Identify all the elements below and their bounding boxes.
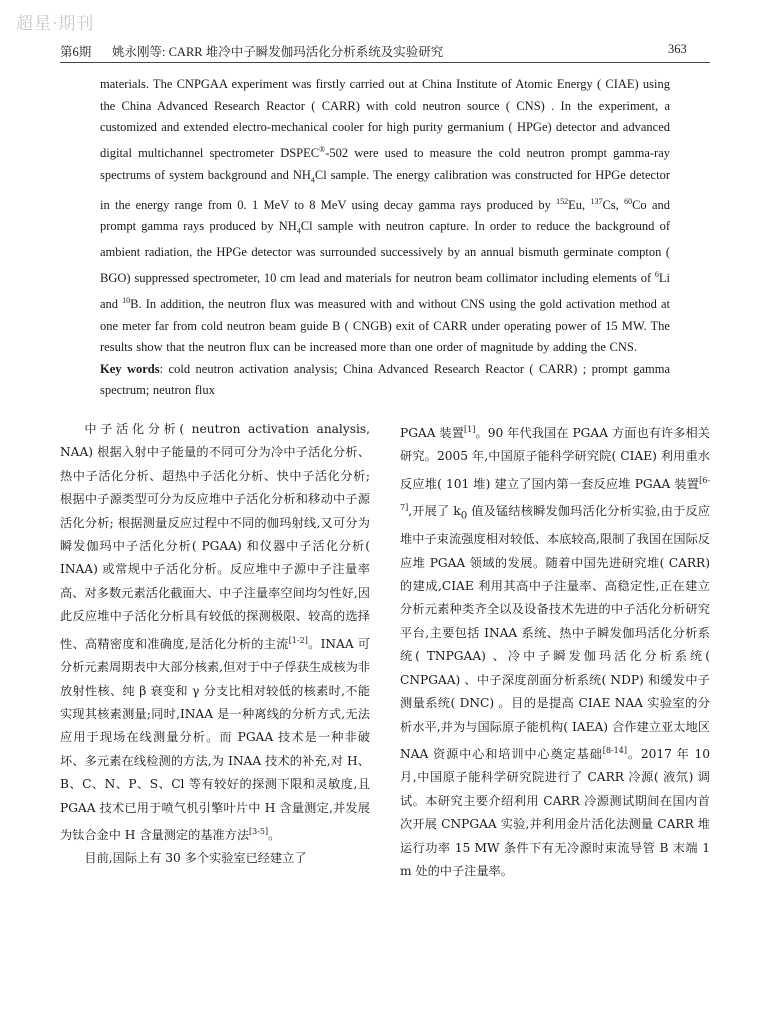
body-text: 。 <box>268 828 281 843</box>
citation-ref[interactable]: [8-14] <box>602 745 627 755</box>
running-title: 姚永刚等: CARR 堆冷中子瞬发伽玛活化分析系统及实验研究 <box>112 45 444 59</box>
body-column-left <box>60 418 370 871</box>
abstract-text: materials. The CNPGAA experiment was firstly carried out at China Institute of Atomic Energy ( CIAE) using the China Advanced Research Reactor ( CARR) with cold neutron source ( CNS) . In the experiment, a customized and extended electro-mechanical cooler for high purity germanium ( HPGe) detector and advanced digital multichannel spectrometer DSPEC <box>100 77 670 160</box>
citation-ref[interactable]: [1] <box>464 425 476 434</box>
english-abstract <box>100 74 670 402</box>
keywords-label: Key words <box>100 361 160 376</box>
paragraph <box>60 418 370 847</box>
abstract-text: -502 were used to measure the cold neutron prompt gamma-ray spectrums of system background and NH <box>100 145 671 182</box>
subscript: 4 <box>310 175 315 185</box>
abstract-text: Co and prompt gamma rays produced by NH <box>100 197 671 234</box>
abstract-text: Eu, <box>568 197 591 212</box>
superscript: 152 <box>556 196 569 206</box>
superscript: 6 <box>654 270 659 280</box>
paragraph <box>400 418 710 883</box>
registered-mark: ® <box>319 144 326 154</box>
abstract-text: B. In addition, the neutron flux was measured with and without CNS using the gold activation method at one meter far from cold neutron beam guide B ( CNGB) exit of CARR under operating power of 15 MW. The results show that the neutron flux can be increased more than one order of magnitude by adding the CNS. <box>100 296 670 355</box>
superscript: 60 <box>624 196 633 206</box>
superscript: 137 <box>590 196 603 206</box>
citation-ref[interactable]: [6-7] <box>400 475 710 513</box>
abstract-text: Cs, <box>602 197 625 212</box>
issue-number: 第6期 <box>60 45 92 59</box>
citation-ref[interactable]: [3-5] <box>249 826 269 836</box>
body-text: 值及锰结核瞬发伽玛活化分析实验,由于反应堆中子束流强度相对较低、本底较高,限制了我国在国际反应堆 PGAA 领域的发展。随着中国先进研究堆( CARR) 的建成,CIAE 利用其高中子注量率、高稳定性,正在建立分析元素种类齐全以及设备技术先进的中子活化分析研究平台,主要包括 INAA 系统、热中子瞬发伽玛活化分析系统( TNPGAA) 、冷中子瞬发伽玛活化分析系统( CNPGAA) 、中子深度剖面分析系统( NDP) 和缓发中子测量系统( DNC) 。目的是提高 CIAE NAA 实验室的分析水平,并为与国际原子能机构( IAEA) 合作建立亚太地区 NAA 资源中心和培训中心奠定基础 <box>400 504 710 761</box>
body-text: 中子活化分析( neutron activation analysis, NAA) 根据入射中子能量的不同可分为冷中子活化分析、热中子活化分析、超热中子活化分析、快中子活化分析; 根据中子源类型可分为反应堆中子活化分析和移动中子源活化分析; 根据测量反应过程中不同的伽玛射线,又可分为瞬发伽玛中子活化分析( PGAA) 和仪器中子活化分析( INAA) 或常规中子活化分析。反应堆中子源中子注量率高、对多数元素活化截面大、中子注量率空间均匀性好,因此反应堆中子活化分析具有较低的探测极限、较高的选择性、高精密度和准确度,是活化分析的主流 <box>60 422 370 651</box>
watermark-logo: 超星·期刊 <box>16 14 95 34</box>
body-column-right <box>400 418 710 883</box>
citation-ref[interactable]: [1-2] <box>288 635 308 645</box>
abstract-text: Cl sample. The energy calibration was constructed for HPGe detector in the energy range from 0. 1 MeV to 8 MeV using decay gamma rays produced by <box>100 167 670 212</box>
abstract-body <box>100 74 670 359</box>
body-text: 。2017 年 10 月,中国原子能科学研究院进行了 CARR 冷源( 液氘) 调试。本研究主要介绍利用 CARR 冷源测试期间在国内首次开展 CNPGAA 实验,并利用金片活化法测量 CARR 堆运行功率 15 MW 条件下有无冷源时束流导管 B 末端 1 m 处的中子注量率。 <box>400 746 710 878</box>
body-text: 。INAA 可分析元素周期表中大部分核素,但对于中子俘获生成核为非放射性核、纯 β 衰变和 γ 分支比相对较低的核素时,不能实现其核素测量;同时,INAA 是一种离线的分析方式,无法应用于现场在线测量分析。而 PGAA 技术是一种非破坏、多元素在线检测的方法,为 INAA 技术的补充,对 H、B、C、N、P、S、Cl 等有较好的探测下限和灵敏度,且 PGAA 技术已用于喷气机引擎叶片中 H 含量测定,并发展为钛合金中 H 含量测定的基准方法 <box>60 636 370 843</box>
abstract-text: Cl sample with neutron capture. In order to reduce the background of ambient radiation, the HPGe detector was surrounded successively by an annual bismuth germinate compton ( BGO) suppressed spectrometer, 10 cm lead and materials for neutron beam collimator including elements of <box>100 219 670 286</box>
superscript: 10 <box>122 295 131 305</box>
subscript: 0 <box>460 510 468 522</box>
body-text: 。90 年代我国在 PGAA 方面也有许多相关研究。2005 年,中国原子能科学研究院( CIAE) 利用重水反应堆( 101 堆) 建立了国内第一套反应堆 PGAA 装置 <box>400 426 710 491</box>
keywords-text: : cold neutron activation analysis; China Advanced Research Reactor ( CARR) ; prompt gamma spectrum; neutron flux <box>100 361 670 398</box>
body-text: ,开展了 k <box>408 504 461 519</box>
page-number: 363 <box>668 42 687 56</box>
abstract-text: Li and <box>100 271 670 311</box>
header-rule <box>60 62 710 63</box>
body-text: PGAA 装置 <box>400 426 465 441</box>
keywords <box>100 359 670 402</box>
paragraph: 目前,国际上有 30 多个实验室已经建立了 <box>84 851 307 866</box>
subscript: 4 <box>296 226 301 236</box>
